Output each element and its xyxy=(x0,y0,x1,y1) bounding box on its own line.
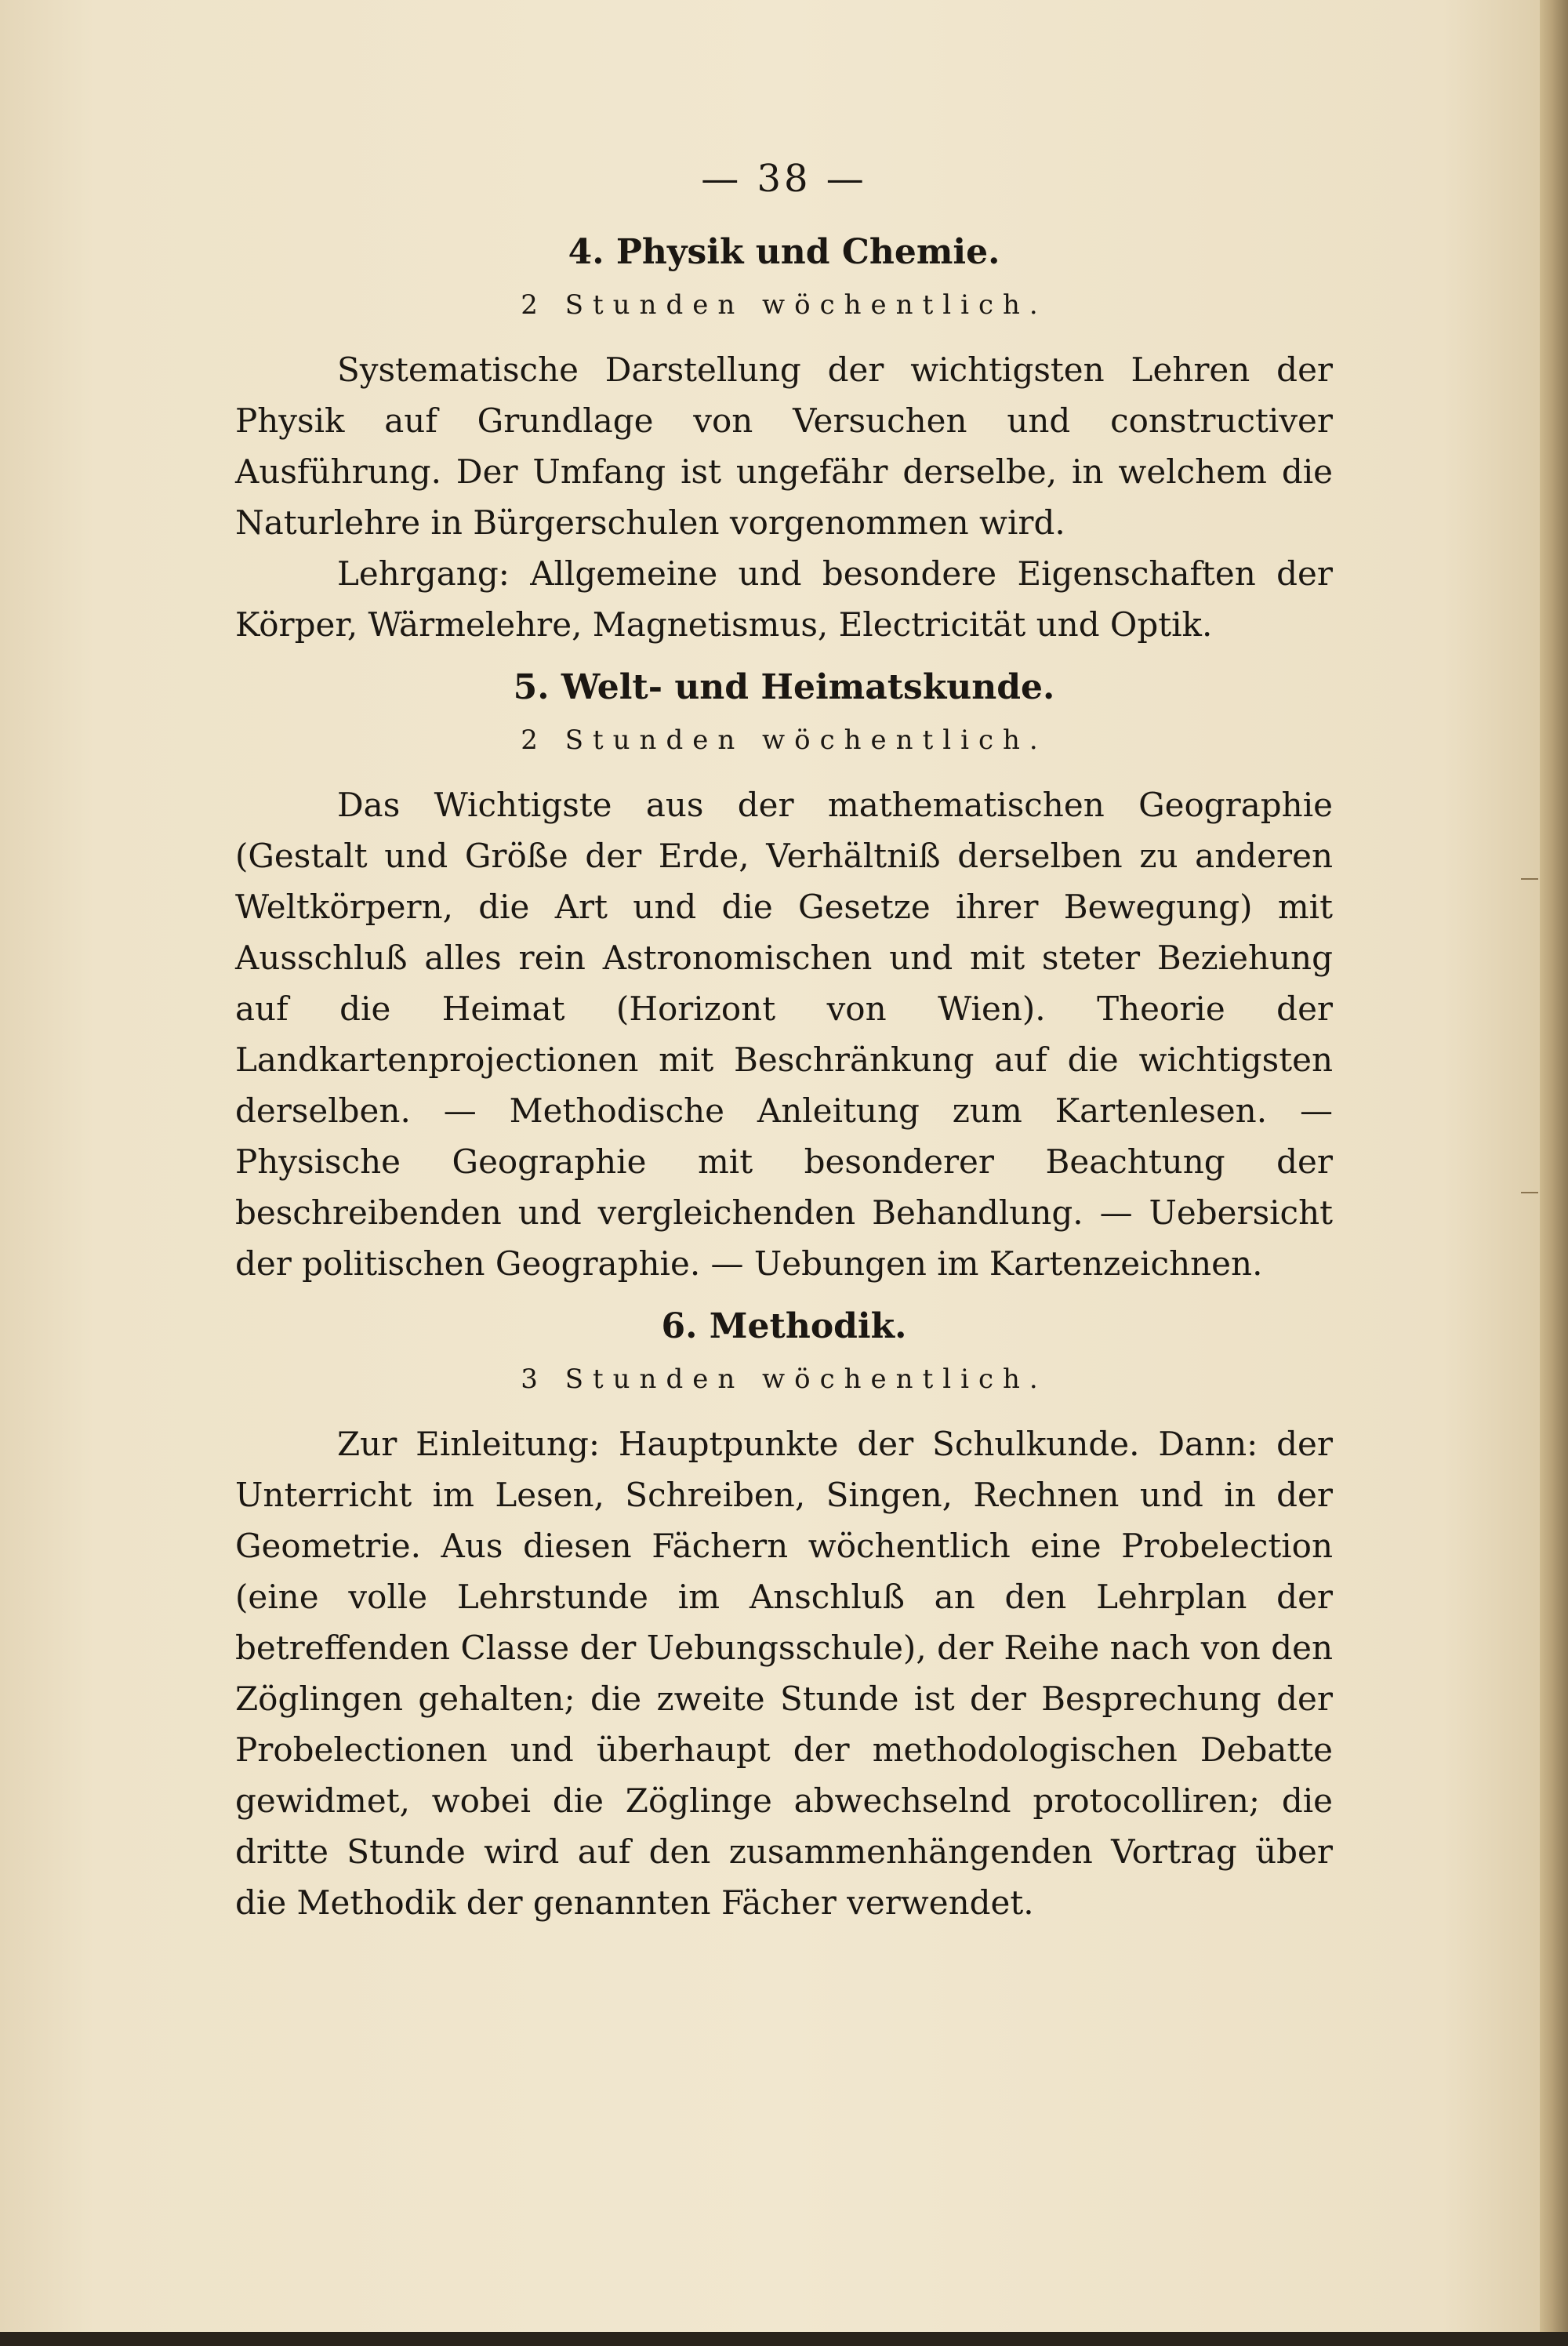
paragraph: Das Wichtigste aus der mathematischen Geographie (Gestalt und Größe der Erde, Verhältniß derselben zu anderen Weltkörpern, die Art und die Gesetze ihrer Bewegung) mit Ausschluß alles rein Astronomischen und mit steter Beziehung auf die Heimat (Horizont von Wien). Theorie der Landkartenprojectionen mit Beschränkung auf die wichtigsten derselben. — Methodische Anleitung zum Kartenlesen. — Physische Geographie mit besonderer Beachtung der beschreibenden und vergleichenden Behandlung. — Uebersicht der politischen Geographie. — Uebungen im Kartenzeichnen. xyxy=(235,786,1333,1283)
section-hours: 3 Stunden wöchentlich. xyxy=(521,1364,1047,1395)
page-edge-mark xyxy=(1521,1192,1538,1193)
section-hours: 2 Stunden wöchentlich. xyxy=(521,289,1047,321)
paragraph: Lehrgang: Allgemeine und besondere Eigenschaften der Körper, Wärmelehre, Magnetismus, Electricität und Optik. xyxy=(235,554,1333,644)
paragraph: Systematische Darstellung der wichtigsten Lehren der Physik auf Grundlage von Versuchen und constructiver Ausführung. Der Umfang ist ungefähr derselbe, in welchem die Naturlehre in Bürgerschulen vorgenommen wird. xyxy=(235,350,1333,542)
section-physik xyxy=(235,232,1333,650)
page-edge-right xyxy=(1540,0,1568,2346)
section-hours: 2 Stunden wöchentlich. xyxy=(521,724,1047,756)
page-number: — 38 — xyxy=(701,157,867,201)
section-title: 5. Welt- und Heimatskunde. xyxy=(513,667,1055,707)
section-welt-heimatskunde xyxy=(235,667,1333,1289)
paragraph: Zur Einleitung: Hauptpunkte der Schulkunde. Dann: der Unterricht im Lesen, Schreiben, Singen, Rechnen und in der Geometrie. Aus diesen Fächern wöchentlich eine Probelection (eine volle Lehrstunde im Anschluß an den Lehrplan der betreffenden Classe der Uebungsschule), der Reihe nach von den Zöglingen gehalten; die zweite Stunde ist der Besprechung der Probelectionen und überhaupt der methodologischen Debatte gewidmet, wobei die Zöglinge abwechselnd protocolliren; die dritte Stunde wird auf den zusammenhängenden Vortrag über die Methodik der genannten Fächer verwendet. xyxy=(235,1425,1333,1922)
section-methodik xyxy=(235,1306,1333,1928)
page-edge-bottom xyxy=(0,2332,1568,2346)
page-edge-mark xyxy=(1521,878,1538,880)
page-content xyxy=(235,157,1333,1928)
section-title: 4. Physik und Chemie. xyxy=(568,232,1000,272)
section-title: 6. Methodik. xyxy=(661,1306,907,1346)
